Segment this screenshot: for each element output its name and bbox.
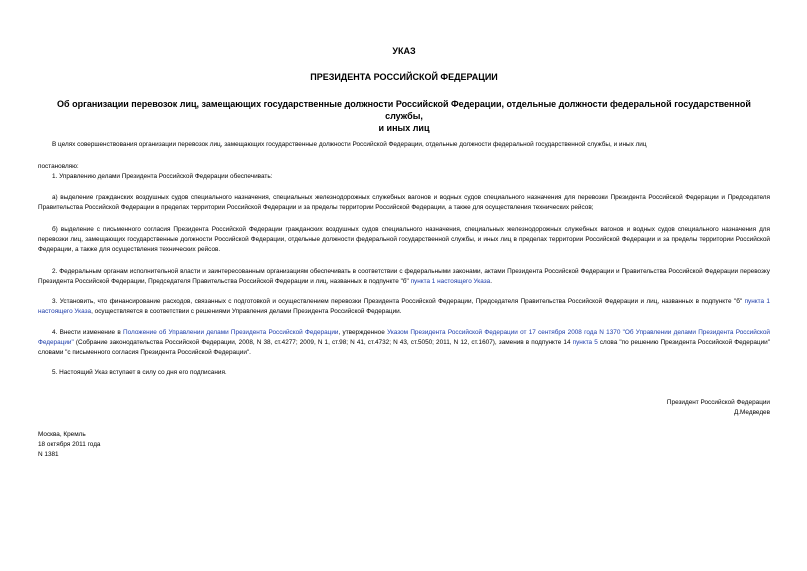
heading-line-2: и иных лиц bbox=[378, 123, 430, 133]
paragraph-4-link-decree[interactable]: Указом Президента Российской Федерации от 17 сентября 2008 года N 1370 "Об Управлении делами Президента Российской Федерации" bbox=[38, 329, 770, 346]
paragraph-5: 5. Настоящий Указ вступает в силу со дня его подписания. bbox=[52, 369, 227, 376]
document-heading bbox=[38, 98, 770, 134]
signature-block bbox=[470, 398, 770, 418]
paragraph-3-end: , осуществляется в соответствии с решениями Управления делами Президента Российской Федерации. bbox=[91, 308, 402, 315]
paragraph-2-link[interactable]: пункта 1 настоящего Указа bbox=[410, 278, 491, 285]
paragraph-2-text: 2. Федеральным органам исполнительной власти и заинтересованным организациям обеспечивать в соответствии с федеральными законами, актами Президента Российской Федерации и Правительства Российской Федерации перевозку Президента Российской Федерации, Председателя Правительства Российской Федерации и лиц, названных в подпункте "б" bbox=[38, 268, 770, 285]
footer-number: N 1381 bbox=[38, 451, 59, 458]
document-subtitle: ПРЕЗИДЕНТА РОССИЙСКОЙ ФЕДЕРАЦИИ bbox=[310, 72, 498, 82]
document-footer bbox=[38, 430, 100, 460]
document-title: УКАЗ bbox=[392, 46, 416, 56]
paragraph-4-link-point[interactable]: пункта 5 bbox=[572, 339, 598, 346]
signature-position: Президент Российской Федерации bbox=[666, 399, 770, 406]
footer-date: 18 октября 2011 года bbox=[38, 441, 101, 448]
paragraph-2-end: . bbox=[490, 278, 492, 285]
decree-word: постановляю: bbox=[38, 163, 79, 170]
paragraph-3-link[interactable]: пункта 1 настоящего Указа bbox=[38, 298, 770, 315]
paragraph-2 bbox=[38, 267, 770, 287]
paragraph-4-text-d: слова "по решению Президента Российской Федерации" словами "с письменного согласия Президента Российской Федерации". bbox=[38, 339, 770, 356]
paragraph-4-text-a: 4. Внести изменение в bbox=[52, 329, 124, 336]
paragraph-4 bbox=[38, 328, 770, 358]
paragraph-4-link-regulation[interactable]: Положение об Управлении делами Президента Российской Федерации bbox=[123, 329, 339, 336]
paragraph-1a: а) выделение гражданских воздушных судов специального назначения, специальных железнодорожных служебных вагонов и водных судов специального назначения для перевозки Президента Российской Федерации и Председателя Правительства Российской Федерации в пределах территории Российской Федерации и за пределы территории Российской Федерации, а также для осуществления технических рейсов; bbox=[38, 194, 770, 211]
paragraph-1b: б) выделение с письменного согласия Президента Российской Федерации гражданских воздушных судов специального назначения, специальных железнодорожных служебных вагонов и водных судов специального назначения для перевозки лиц, замещающих государственные должности Российской Федерации, отдельные должности федеральной государственной службы, и иных лиц в пределах территории Российской Федерации и за пределы территории Российской Федерации, а также для осуществления технических рейсов. bbox=[38, 226, 770, 253]
paragraph-1: 1. Управлению делами Президента Российской Федерации обеспечивать: bbox=[52, 173, 273, 180]
paragraph-3 bbox=[38, 297, 770, 317]
paragraph-4-text-c: (Собрание законодательства Российской Федерации, 2008, N 38, ст.4277; 2009, N 1, ст.98; N 41, ст.4732; N 43, ст.5050; 2011, N 12, ст.1607), заменив в подпункте 14 bbox=[73, 339, 573, 346]
paragraph-3-text: 3. Установить, что финансирование расходов, связанных с подготовкой и осуществлением перевозки Президента Российской Федерации, Председателя Правительства Российской Федерации и лиц, названных в подпункте "б" bbox=[52, 298, 745, 305]
paragraph-4-text-b: , утвержденное bbox=[338, 329, 388, 336]
intro-paragraph: В целях совершенствования организации перевозок лиц, замещающих государственные должности Российской Федерации, отдельные должности федеральной государственной службы, и иных лиц bbox=[52, 141, 647, 148]
footer-place: Москва, Кремль bbox=[38, 431, 86, 438]
heading-line-1: Об организации перевозок лиц, замещающих государственные должности Российской Федерации, отдельные должности федеральной государственной службы, bbox=[57, 99, 751, 121]
signature-name: Д.Медведев bbox=[733, 409, 770, 416]
